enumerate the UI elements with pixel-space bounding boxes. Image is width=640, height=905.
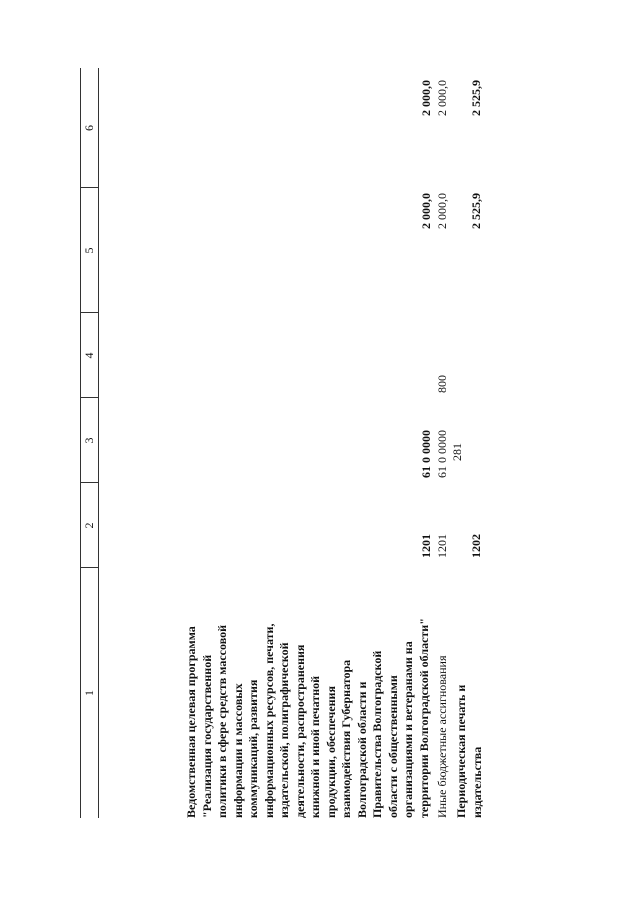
row-1-col5: 2 000,0 xyxy=(419,193,433,229)
row-2-col6: 2 000,0 xyxy=(435,80,449,116)
header-col-5: 5 xyxy=(82,247,96,254)
header-col-2: 2 xyxy=(82,522,96,529)
row-2-col3: 61 0 0000 xyxy=(435,430,449,478)
header-bottom-rule xyxy=(98,68,99,818)
row-2-col5: 2 000,0 xyxy=(435,193,449,229)
row-2-col4: 800 xyxy=(435,375,449,393)
header-col-4: 4 xyxy=(82,352,96,359)
row-3-col2: 1202 xyxy=(469,534,483,558)
header-col-3: 3 xyxy=(82,437,96,444)
row-2-col2: 1201 xyxy=(435,534,449,558)
row-3-col5: 2 525,9 xyxy=(469,193,483,229)
row-3-description: Периодическая печать и издательства xyxy=(454,684,484,818)
row-2-description: Иные бюджетные ассигнования xyxy=(435,655,449,818)
header-col-6: 6 xyxy=(82,125,96,131)
header-col-1: 1 xyxy=(82,690,96,696)
row-3-col6: 2 525,9 xyxy=(469,80,483,116)
row-1-description: Ведомственная целевая программа "Реализация государственной политики в сфере средств массовой информации и массовых коммуникаций, развития информационных ресурсов, печати, издательской, полиграфической деятельности, распространения книжной и иной печатной продукции, обеспечения взаимодействия Губернатора Волгоградской области и Правительства Волгоградской области с общественными организациями и ветеранами на территории Волгоградской области" xyxy=(184,618,431,818)
row-1-col6: 2 000,0 xyxy=(419,80,433,116)
page-number: 281 xyxy=(450,443,464,461)
row-1-col2: 1201 xyxy=(419,534,433,558)
rotated-table xyxy=(80,68,540,818)
row-1-col3: 61 0 0000 xyxy=(419,430,433,478)
